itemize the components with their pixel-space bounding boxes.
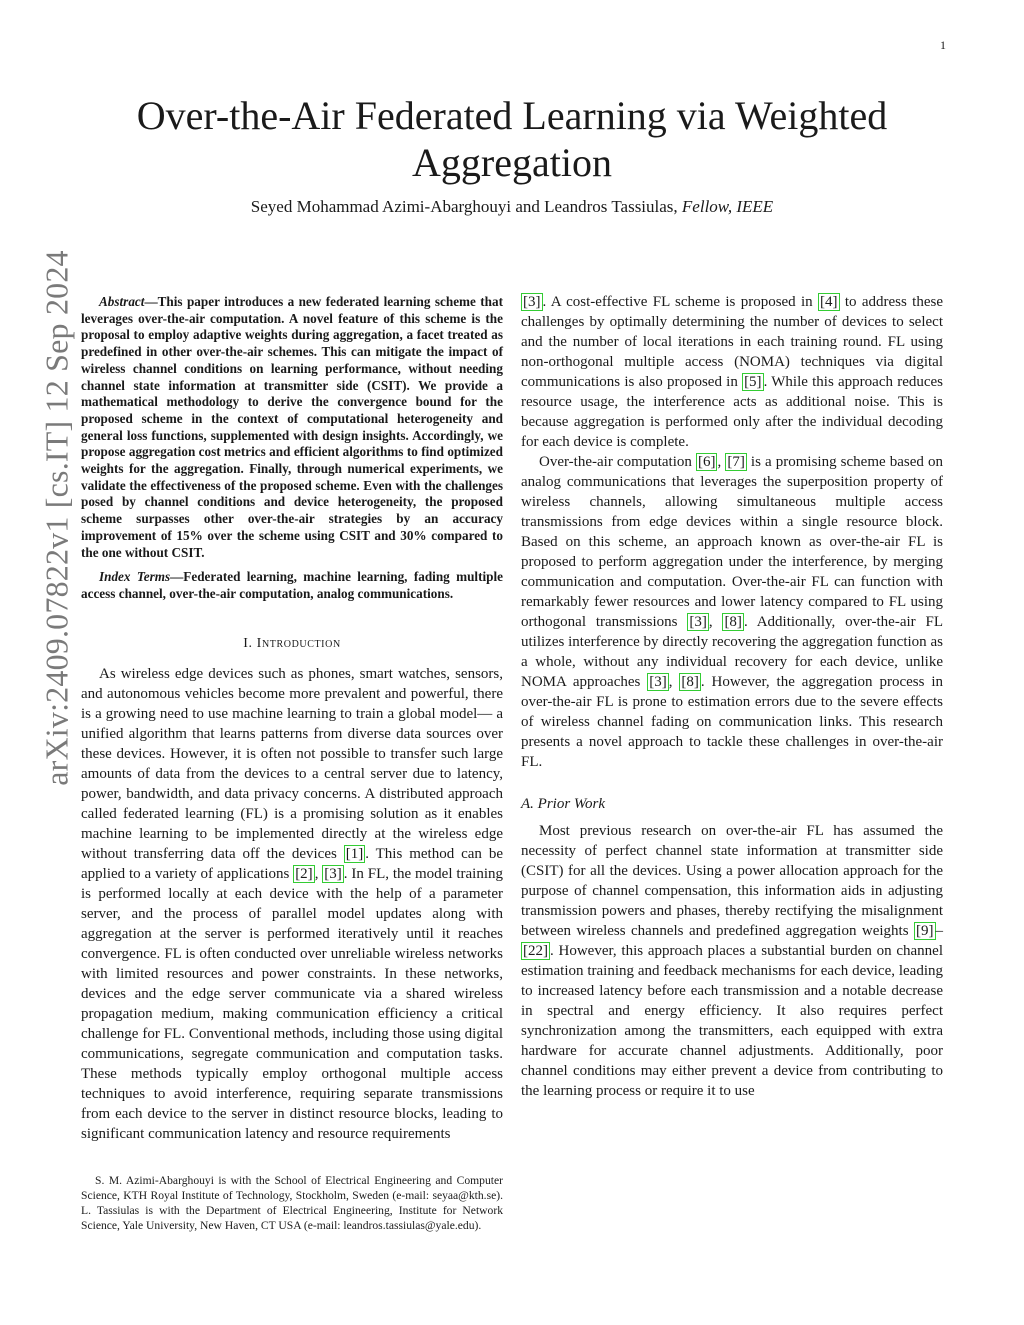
citation-link[interactable]: [5]: [744, 374, 762, 390]
text-run: Most previous research on over-the-air FL has assumed the necessity of perfect channel state information at transmitter side (CSIT) for all the devices. Using a power allocation approach for the purpose of channel compensation, this information aids in adjusting transmission powers and phases, thereby rectifying the misalignment between wireless channels and predefined aggregation weights: [521, 823, 943, 939]
paper-title: Over-the-Air Federated Learning via Weighted Aggregation: [136, 93, 888, 185]
arxiv-watermark: arXiv:2409.07822v1 [cs.IT] 12 Sep 2024: [38, 250, 75, 786]
text-run: is a promising scheme based on analog communications that leverages the superposition property of wireless channels, allowing simultaneous multiple access transmissions from edge devices within a single resource block. Based on this scheme, an approach known as over-the-air FL is proposed to perform aggregation under the interference, by merging communication and computation. Over-the-air FL can function with remarkably fewer resources and lower latency compared to FL using orthogonal transmissions: [521, 454, 943, 630]
abstract-lead: Abstract: [99, 294, 145, 309]
citation-link[interactable]: [7]: [727, 454, 745, 470]
text-run: ,: [708, 614, 723, 630]
intro-paragraph-1-continued: [521, 292, 943, 452]
text-run: . While this approach reduces resource usage, the interference acts as additional noise. This is because aggregation is performed only after the individual decoding for each device is complete.: [521, 374, 943, 450]
text-run: ,: [668, 674, 680, 690]
index-terms-text: —Federated learning, machine learning, fading multiple access channel, over-the-air computation, analog communications.: [81, 569, 503, 601]
intro-paragraph-2: [521, 452, 943, 772]
citation-link[interactable]: [3]: [523, 294, 541, 310]
index-terms: [81, 569, 503, 602]
author-fellow: Fellow, IEEE: [681, 197, 774, 216]
citation-link[interactable]: [8]: [681, 674, 699, 690]
citation-link[interactable]: [1]: [345, 845, 364, 862]
subsection-heading-prior-work: A. Prior Work: [521, 796, 606, 812]
text-run: . This method can be applied to a variety of applications: [81, 845, 503, 882]
text-run: . Additionally, over-the-air FL utilizes interference by directly recovering the aggregation function as a whole, without any individual recovery for each device, unlike NOMA approaches: [521, 614, 943, 690]
text-run: Over-the-air computation: [539, 454, 696, 470]
text-run: . A cost-effective FL scheme is proposed in: [542, 294, 819, 310]
abstract: [81, 294, 503, 561]
right-column: [521, 292, 943, 1101]
section-heading-introduction: I. Introduction: [243, 635, 341, 651]
text-run: . In FL, the model training is performed locally at each device with the help of a parameter server, and the process of parallel model updates along with aggregation at the server is performed iteratively until it reaches convergence. FL is often conducted over unreliable wireless networks with limited resources and power constraints. In these networks, devices and the edge server communicate via a shared wireless propagation medium, making communication efficiency a critical challenge for FL. Conventional methods, including those using digital communications, segregate communication and computation tasks. These methods typically employ orthogonal multiple access techniques to avoid interference, requiring separate transmissions from each device to the server in distinct resource blocks, leading to significant communication latency and resource requirements: [81, 865, 504, 1142]
text-run: . However, the aggregation process in over-the-air FL is prone to estimation errors due to the severe effects of wireless channel fading on communication links. This research presents a novel approach to tackle these challenges in over-the-air FL.: [521, 674, 943, 770]
author-line: [100, 197, 924, 217]
prior-work-paragraph-1: [521, 821, 943, 1101]
author-names: Seyed Mohammad Azimi-Abarghouyi and Leandros Tassiulas,: [250, 197, 678, 216]
author-footnote: S. M. Azimi-Abarghouyi is with the School of Electrical Engineering and Computer Science, KTH Royal Institute of Technology, Stockholm, Sweden (e-mail: seyaa@kth.se). L. Tassiulas is with the Department of Electrical Engineering, Institute for Network Science, Yale University, New Haven, CT USA (e-mail: leandros.tassiulas@yale.edu).: [81, 1174, 503, 1232]
abstract-text: —This paper introduces a new federated learning scheme that leverages over-the-air computation. A novel feature of this scheme is the proposal to employ adaptive weights during aggregation, a facet treated as predefined in other over-the-air schemes. This can mitigate the impact of wireless channel conditions on learning performance, without needing channel state information at transmitter side (CSIT). We provide a mathematical methodology to derive the convergence bound for the proposed scheme in the context of computational heterogeneity and general loss functions, supplemented with design insights. Accordingly, we propose aggregation cost metrics and efficient algorithms to find optimized weights for the aggregation. Finally, through numerical experiments, we validate the effectiveness of the proposed scheme. Even with the challenges posed by channel conditions and device heterogeneity, the proposed scheme surpasses other over-the-air strategies by an accuracy improvement of 15% over the scheme using CSIT and 30% compared to the one without CSIT.: [81, 294, 503, 560]
citation-link[interactable]: [8]: [724, 614, 742, 630]
citation-link[interactable]: [3]: [689, 614, 707, 630]
citation-link[interactable]: [6]: [697, 454, 716, 470]
citation-link[interactable]: [4]: [820, 294, 838, 310]
text-run: As wireless edge devices such as phones, smart watches, sensors, and autonomous vehicles become more prevalent and powerful, there is a growing need to use machine learning to train a global model— a unified algorithm that learns patterns from diverse data sources over these devices. However, it is often not possible to transfer such large amounts of data from the devices to a central server due to latency, power, bandwidth, and data privacy concerns. A distributed approach called federated learning (FL) is a promising solution as it enables machine learning to be implemented directly at the wireless edge without transferring data off the devices: [81, 665, 503, 862]
citation-link[interactable]: [2]: [295, 865, 313, 882]
citation-link[interactable]: [9]: [916, 923, 934, 939]
text-run: . However, this approach places a substantial burden on channel estimation training and feedback mechanisms for each device, leading to increased latency before each transmission and a notable decrease in spectral and energy efficiency. It also requires perfect synchronization among the transmitters, each equipped with extra hardware for accurate channel adjustments. Additionally, poor channel conditions may either prevent a device from contributing to the learning process or require it to use: [521, 943, 943, 1099]
citation-link[interactable]: [3]: [649, 674, 667, 690]
citation-link[interactable]: [3]: [324, 865, 342, 882]
page-number: 1: [940, 38, 946, 52]
left-column: [81, 294, 503, 1144]
text-run: to address these challenges by optimally determining the number of devices to select and the number of local iterations in each training round. FL using non-orthogonal multiple access (NOMA) techniques via digital communications is also proposed in: [521, 294, 944, 390]
text-run: ,: [717, 454, 726, 470]
citation-link[interactable]: [22]: [523, 943, 548, 959]
intro-paragraph-1: [81, 664, 503, 1144]
index-terms-lead: Index Terms: [99, 569, 171, 585]
text-run: –: [935, 923, 943, 939]
text-run: ,: [314, 865, 323, 882]
